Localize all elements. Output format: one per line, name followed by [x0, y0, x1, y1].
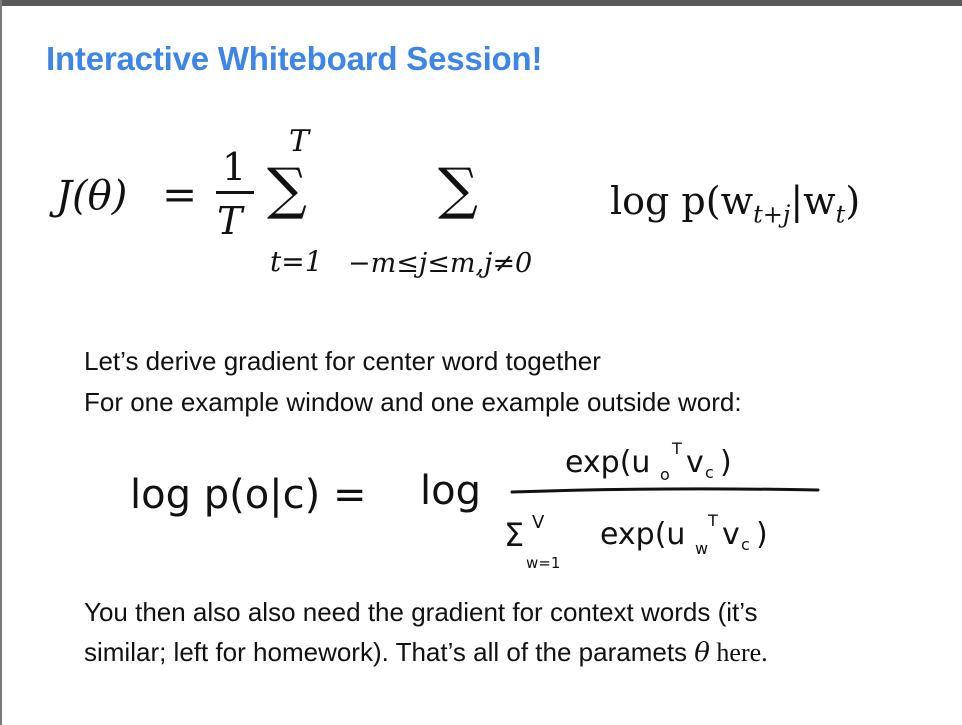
sum2-symbol: ∑ — [438, 157, 478, 222]
body-line-1: Let’s derive gradient for center word together — [84, 346, 601, 376]
sum1-upper-limit: T — [289, 124, 310, 159]
denominator-exp: exp(u — [600, 517, 686, 552]
numerator-v-sub: c — [705, 463, 714, 482]
handwritten-lhs: log p(o|c) = — [130, 472, 367, 518]
equation-rhs-sub1: t+j — [753, 200, 791, 229]
equation-rhs — [610, 179, 861, 229]
window-top-border — [0, 0, 962, 6]
denominator-v: v — [722, 517, 740, 552]
footer-line-2 — [84, 632, 768, 673]
sum1-symbol: ∑ — [267, 157, 307, 222]
window-left-border — [0, 0, 2, 725]
sum1-lower-limit: t=1 — [270, 245, 323, 278]
sum2-lower-limit: −m≤j≤m,j≠0 — [348, 248, 533, 279]
denominator-sum: Σ — [504, 516, 525, 554]
denominator-sum-lower: w=1 — [526, 554, 561, 572]
numerator-sub: o — [660, 465, 670, 484]
footer-line-2-text: similar; left for homework). That’s all of the paramets — [84, 637, 695, 667]
fraction-numerator: 1 — [222, 145, 247, 189]
handwritten-numerator — [565, 440, 732, 484]
equation-rhs-mid: |w — [790, 179, 836, 223]
footer-line-1: You then also also need the gradient for context words (it’s — [84, 597, 758, 627]
equation-rhs-sub2: t — [835, 200, 846, 229]
denominator-sub: w — [695, 539, 709, 558]
theta-symbol: θ — [694, 638, 710, 668]
numerator-close: ) — [720, 445, 732, 480]
equation-rhs-close: ) — [845, 179, 861, 223]
denominator-sum-upper: V — [532, 512, 545, 533]
fraction-bar — [216, 191, 254, 194]
denominator-sup: T — [708, 511, 718, 530]
numerator-sup: T — [672, 440, 682, 458]
denominator-close: ) — [756, 517, 768, 552]
numerator-exp: exp(u — [565, 445, 651, 480]
denominator-v-sub: c — [741, 535, 750, 554]
footer-line-2-end: here. — [709, 638, 768, 667]
handwritten-log: log — [420, 468, 481, 514]
body-line-2: For one example window and one example outside word: — [84, 387, 742, 417]
handwritten-fraction-bar — [512, 489, 818, 492]
equation-equals: = — [162, 170, 198, 219]
footer-text — [84, 592, 768, 673]
handwritten-softmax-equation — [120, 440, 840, 580]
slide-title: Interactive Whiteboard Session! — [46, 40, 543, 77]
fraction-denominator: T — [217, 199, 243, 243]
equation-lhs: J(θ) — [56, 173, 128, 219]
numerator-v: v — [686, 445, 704, 480]
handwritten-denominator — [504, 511, 768, 572]
equation-rhs-main: log p(w — [610, 179, 754, 223]
